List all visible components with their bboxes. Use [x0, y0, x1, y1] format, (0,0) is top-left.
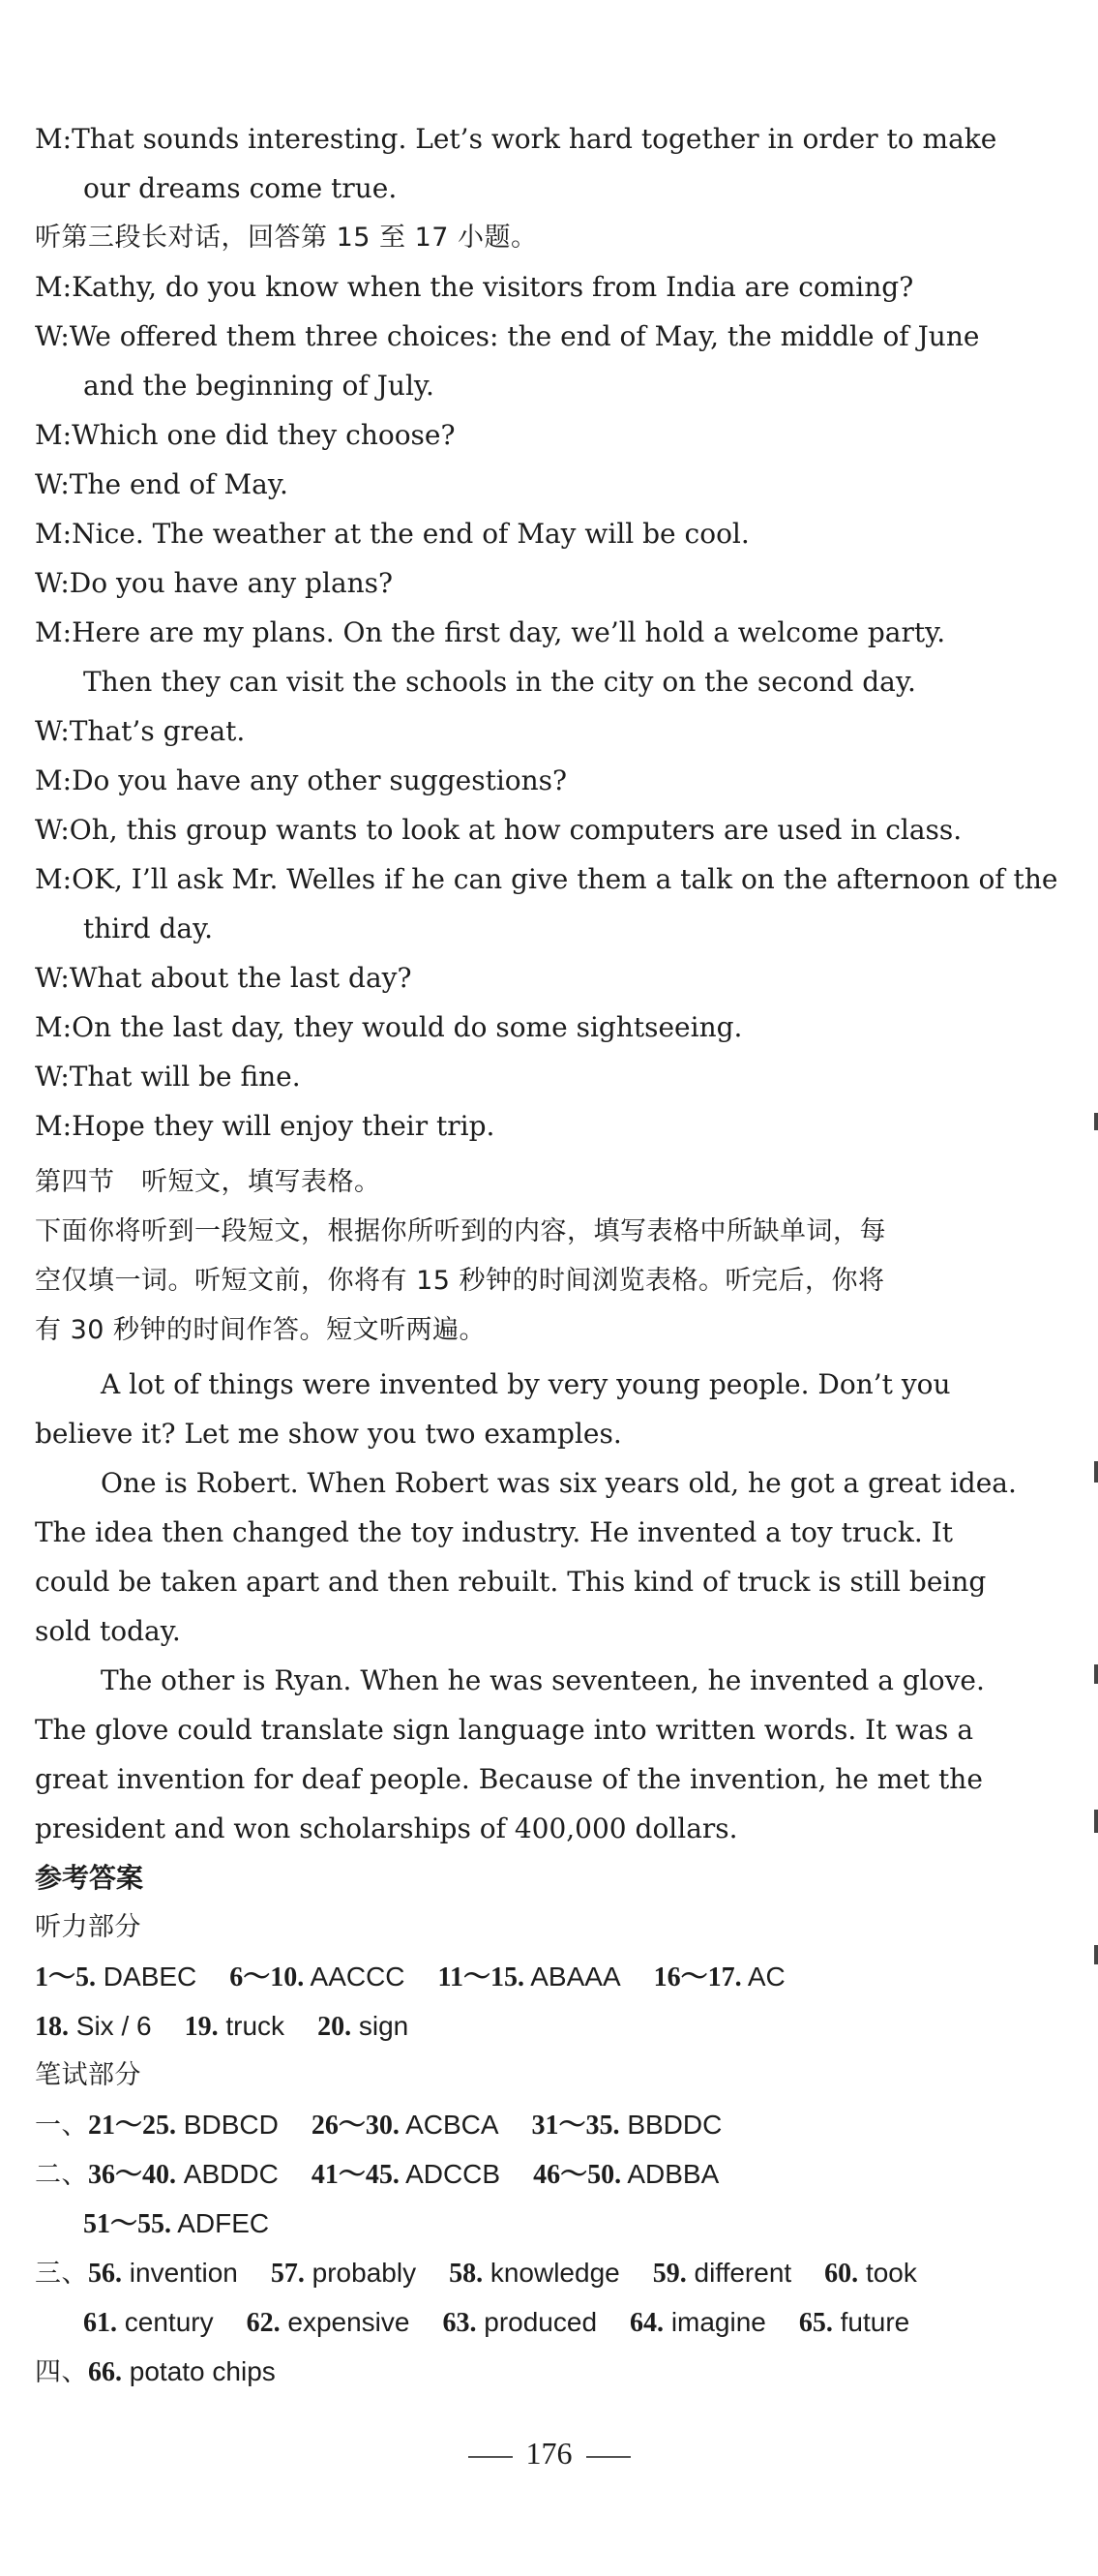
question-number: 36～40. [88, 2160, 177, 2190]
speaker-label: M: [35, 123, 73, 155]
section4-instruction-line: 下面你将听到一段短文，根据你所听到的内容，填写表格中所缺单词，每 [35, 1216, 886, 1246]
speaker-label: M: [35, 518, 73, 550]
answer-row [83, 2297, 1089, 2348]
scan-edge-mark [1094, 1461, 1098, 1483]
scan-edge-mark [1094, 1113, 1098, 1130]
speaker-label: W: [35, 814, 70, 846]
question-number: 16～17. [653, 1962, 742, 1992]
dialogue-line [35, 854, 1058, 904]
answer-row [35, 2100, 1041, 2150]
answer-value: BDBCD [183, 2110, 279, 2140]
dialogue-line [83, 164, 1089, 213]
passage-line: A lot of things were invented by very young people. Don’t you [101, 1368, 951, 1400]
dialogue-text: That’s great. [69, 715, 246, 747]
dialogue-line [35, 706, 1041, 756]
answer-value: century [124, 2307, 214, 2337]
speaker-label: M: [35, 1110, 73, 1142]
question-number: 51～55. [83, 2209, 172, 2239]
answer-value: imagine [670, 2307, 766, 2337]
answer-value: probably [312, 2258, 417, 2288]
answer-value: ABDDC [183, 2159, 279, 2189]
dialogue-line [35, 608, 1041, 657]
dialogue-line [83, 904, 1089, 953]
answer-value: Six / 6 [75, 2011, 152, 2041]
dialogue-text: What about the last day? [69, 962, 412, 994]
answer-value: ABAAA [530, 1962, 621, 1992]
writing-label: 笔试部分 [35, 2060, 141, 2090]
dialogue-text: That will be fine. [69, 1061, 301, 1093]
answers-title: 参考答案 [35, 1862, 144, 1894]
answer-row [35, 2248, 1041, 2298]
answer-row [83, 2199, 1089, 2249]
dialogue-text: our dreams come true. [83, 172, 398, 204]
answer-value: produced [484, 2307, 598, 2337]
answer-value: AC [747, 1962, 786, 1992]
question-number: 20. [317, 2012, 352, 2042]
passage-line: could be taken apart and then rebuilt. This kind of truck is still being [35, 1566, 987, 1598]
scan-edge-mark [1094, 1945, 1098, 1964]
speaker-label: W: [35, 962, 70, 994]
answer-row [35, 2347, 1041, 2397]
answer-row [35, 2001, 1041, 2052]
speaker-label: M: [35, 1011, 73, 1043]
question-number: 61. [83, 2308, 117, 2338]
passage-line: One is Robert. When Robert was six years old, he got a great idea. [101, 1467, 1017, 1499]
question-number: 57. [270, 2259, 305, 2289]
speaker-label: W: [35, 468, 70, 500]
answer-value: different [694, 2258, 792, 2288]
section4-title: 第四节 听短文，填写表格。 [35, 1167, 381, 1197]
footer-dash [468, 2456, 513, 2458]
answer-value: sign [358, 2011, 409, 2041]
answer-value: ACBCA [405, 2110, 499, 2140]
passage-line: believe it? Let me show you two examples. [35, 1418, 622, 1450]
answer-row [35, 2149, 1041, 2200]
passage-line: The other is Ryan. When he was seventeen, he invented a glove. [101, 1664, 985, 1696]
answer-value: AACCC [310, 1962, 405, 1992]
question-number: 26～30. [311, 2111, 400, 2141]
dialogue-text: OK, I’ll ask Mr. Welles if he can give them a talk on the afternoon of the [72, 863, 1058, 895]
part-prefix: 二、 [35, 2160, 88, 2190]
dialogue-line [35, 460, 1041, 509]
dialogue-text: Kathy, do you know when the visitors from India are coming? [72, 271, 914, 303]
answer-value: potato chips [129, 2356, 276, 2386]
dialogue-line [35, 509, 1041, 558]
dialogue-line [35, 114, 1041, 164]
answer-row [35, 1952, 1041, 2002]
dialogue-text: On the last day, they would do some sightseeing. [72, 1011, 743, 1043]
dialogue-text: That sounds interesting. Let’s work hard together in order to make [72, 123, 997, 155]
question-number: 58. [449, 2259, 484, 2289]
question-number: 1～5. [35, 1962, 97, 1992]
speaker-label: W: [35, 567, 70, 599]
part-prefix: 三、 [35, 2259, 88, 2289]
dialogue-line [83, 361, 1089, 410]
answer-value: DABEC [103, 1962, 197, 1992]
dialogue-text: We offered them three choices: the end of May, the middle of June [69, 320, 980, 352]
question-number: 56. [88, 2259, 122, 2289]
question-number: 18. [35, 2012, 69, 2042]
speaker-label: M: [35, 863, 73, 895]
page-footer [0, 2434, 1098, 2472]
section3-instruction: 听第三段长对话，回答第 15 至 17 小题。 [35, 223, 538, 253]
answer-value: took [865, 2258, 917, 2288]
passage-line: The idea then changed the toy industry. He invented a toy truck. It [35, 1516, 954, 1548]
dialogue-text: Hope they will enjoy their trip. [72, 1110, 495, 1142]
question-number: 41～45. [311, 2160, 400, 2190]
question-number: 11～15. [437, 1962, 524, 1992]
section4-instruction-line: 有 30 秒钟的时间作答。短文听两遍。 [35, 1315, 487, 1345]
speaker-label: W: [35, 715, 70, 747]
answer-value: expensive [287, 2307, 410, 2337]
footer-dash [586, 2456, 631, 2458]
dialogue-line [35, 410, 1041, 460]
question-number: 6～10. [229, 1962, 305, 1992]
dialogue-text: Which one did they choose? [72, 419, 456, 451]
question-number: 60. [824, 2259, 859, 2289]
answer-value: BBDDC [627, 2110, 723, 2140]
answer-value: knowledge [490, 2258, 620, 2288]
dialogue-line [35, 756, 1041, 805]
question-number: 19. [184, 2012, 219, 2042]
dialogue-line [35, 1101, 1041, 1151]
passage-line: president and won scholarships of 400,000 dollars. [35, 1812, 738, 1844]
dialogue-line [35, 953, 1041, 1003]
question-number: 62. [246, 2308, 281, 2338]
speaker-label: W: [35, 1061, 70, 1093]
listening-label: 听力部分 [35, 1912, 141, 1942]
question-number: 63. [442, 2308, 477, 2338]
dialogue-text: Here are my plans. On the first day, we’ll hold a welcome party. [72, 616, 946, 648]
dialogue-text: Then they can visit the schools in the city on the second day. [83, 666, 916, 698]
dialogue-text: Oh, this group wants to look at how computers are used in class. [69, 814, 963, 846]
scan-edge-mark [1094, 1810, 1098, 1833]
part-prefix: 一、 [35, 2111, 88, 2141]
question-number: 31～35. [531, 2111, 620, 2141]
answer-value: ADFEC [177, 2208, 270, 2238]
answer-value: ADCCB [405, 2159, 501, 2189]
answer-value: ADBBA [627, 2159, 720, 2189]
speaker-label: M: [35, 616, 73, 648]
speaker-label: M: [35, 764, 73, 796]
question-number: 59. [652, 2259, 687, 2289]
question-number: 66. [88, 2357, 122, 2387]
speaker-label: M: [35, 419, 73, 451]
passage-line: sold today. [35, 1615, 181, 1647]
dialogue-line [35, 1052, 1041, 1101]
page-number: 176 [525, 2436, 573, 2471]
scan-edge-mark [1094, 1664, 1098, 1684]
dialogue-text: Do you have any plans? [69, 567, 394, 599]
dialogue-text: Do you have any other suggestions? [72, 764, 568, 796]
answer-value: future [840, 2307, 910, 2337]
dialogue-text: third day. [83, 913, 214, 944]
dialogue-text: and the beginning of July. [83, 370, 434, 402]
question-number: 64. [630, 2308, 665, 2338]
passage-line: The glove could translate sign language into written words. It was a [35, 1714, 974, 1746]
answer-value: invention [129, 2258, 238, 2288]
dialogue-line [35, 312, 1041, 361]
dialogue-line [35, 558, 1041, 608]
question-number: 46～50. [533, 2160, 622, 2190]
dialogue-line [83, 657, 1089, 706]
question-number: 21～25. [88, 2111, 177, 2141]
speaker-label: W: [35, 320, 70, 352]
question-number: 65. [798, 2308, 833, 2338]
dialogue-line [35, 262, 1041, 312]
speaker-label: M: [35, 271, 73, 303]
dialogue-line [35, 1003, 1041, 1052]
answer-value: truck [225, 2011, 285, 2041]
section4-instruction-line: 空仅填一词。听短文前，你将有 15 秒钟的时间浏览表格。听完后，你将 [35, 1266, 885, 1296]
part-prefix: 四、 [35, 2357, 88, 2387]
dialogue-text: Nice. The weather at the end of May will be cool. [72, 518, 750, 550]
passage-line: great invention for deaf people. Because of the invention, he met the [35, 1763, 983, 1795]
dialogue-text: The end of May. [69, 468, 288, 500]
dialogue-line [35, 805, 1041, 854]
